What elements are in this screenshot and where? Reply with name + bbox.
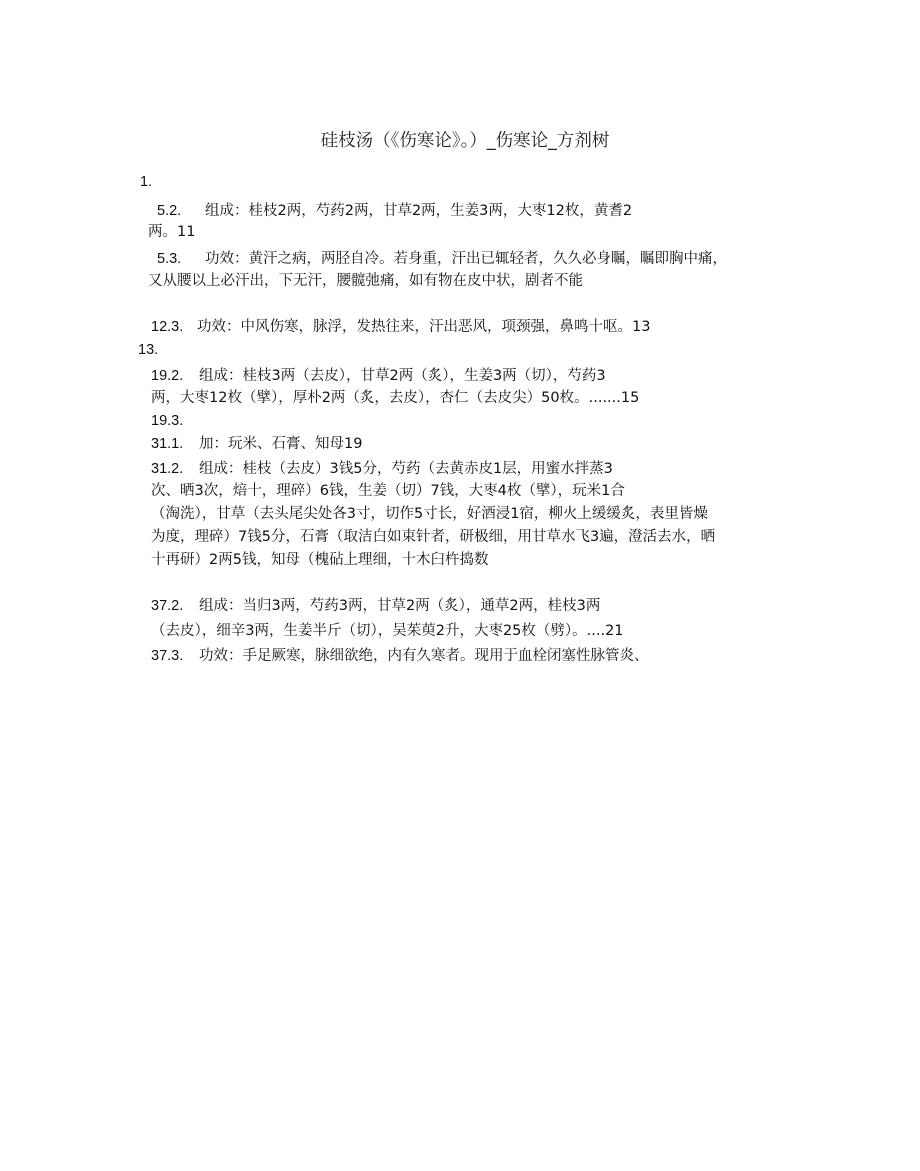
item-number: 13. bbox=[138, 342, 159, 358]
item-line: 功效：黄汗之病，两胫自冷。若身重，汗出已辄轻者，久久必身瞩，瞩即胸中痛， bbox=[205, 251, 727, 267]
item-line: （淘洗），甘草（去头尾尖处各3寸，切作5寸长，好酒浸1宿，柳火上缓缓炙，表里皆燥 bbox=[151, 506, 708, 522]
item-line: （去皮），细辛3两，生姜半斤（切），吴茱萸2升，大枣25枚（劈）。....21 bbox=[151, 623, 624, 639]
item-number: 19.2. bbox=[151, 368, 184, 384]
item-line: 两。11 bbox=[148, 224, 196, 240]
item-line: 次、晒3次，焙十，理碎）6钱，生姜（切）7钱，大枣4枚（擘），玩米1合 bbox=[151, 483, 625, 499]
item-number: 37.2. bbox=[151, 598, 184, 614]
item-line: 两，大枣12枚（擘），厚朴2两（炙，去皮），杏仁（去皮尖）50枚。.......15 bbox=[151, 390, 640, 406]
item-number: 5.2. bbox=[157, 203, 182, 219]
item-line: 十再研）2两5钱，知母（槐砧上理细，十木臼杵捣数 bbox=[151, 552, 489, 568]
document-title: 硅枝汤（《伤寒论》。）_伤寒论_方剂树 bbox=[320, 131, 610, 151]
item-line: 组成：桂枝2两，芍药2两，甘草2两，生姜3两，大枣12枚，黄耆2 bbox=[205, 203, 633, 219]
item-number: 5.3. bbox=[157, 251, 182, 267]
item-number: 1. bbox=[140, 174, 153, 190]
item-number: 12.3. bbox=[151, 319, 184, 335]
item-number: 31.1. bbox=[151, 436, 184, 452]
item-line: 又从腰以上必汗出，下无汗，腰髋弛痛，如有物在皮中状，剧者不能 bbox=[148, 273, 583, 289]
item-line: 功效：中风伤寒，脉浮，发热往来，汗出恶风，项颈强，鼻鸣十呕。13 bbox=[197, 319, 651, 335]
item-number: 37.3. bbox=[151, 648, 184, 664]
item-line: 组成：桂枝（去皮）3钱5分，芍药（去黄赤皮1层，用蜜水拌蒸3 bbox=[199, 461, 613, 477]
item-line: 加：玩米、石膏、知母19 bbox=[199, 436, 363, 452]
item-number: 19.3. bbox=[151, 413, 184, 429]
item-line: 组成：当归3两，芍药3两，甘草2两（炙），通草2两，桂枝3两 bbox=[199, 598, 601, 614]
item-line: 组成：桂枝3两（去皮），甘草2两（炙），生姜3两（切），芍药3 bbox=[199, 368, 606, 384]
item-number: 31.2. bbox=[151, 461, 184, 477]
item-line: 为度，理碎）7钱5分，石膏（取洁白如束针者，研极细，用甘草水飞3遍，澄活去水，晒 bbox=[151, 529, 716, 545]
item-line: 功效：手足厥寒，脉细欲绝，内有久寒者。现用于血栓闭塞性脉管炎、 bbox=[199, 648, 649, 664]
